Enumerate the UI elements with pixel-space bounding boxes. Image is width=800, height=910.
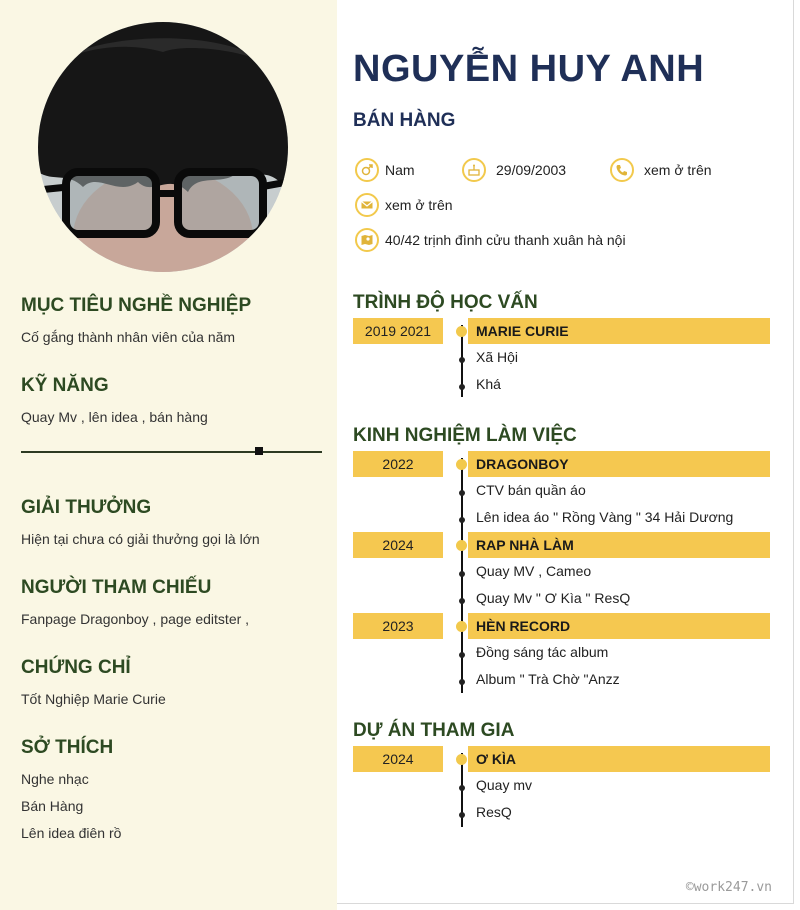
phone-value: xem ở trên [644, 162, 712, 178]
contact-email [355, 193, 453, 217]
gender-value: Nam [385, 162, 415, 178]
contact-gender [355, 158, 415, 182]
references-text: Fanpage Dragonboy , page editster , [21, 611, 250, 627]
experience-detail: Album " Trà Chờ "Anzz [476, 671, 620, 687]
timeline-dot [456, 459, 467, 470]
project-name: Ơ KÌA [468, 746, 770, 772]
skills-title: KỸ NĂNG [21, 375, 109, 396]
left-sidebar [0, 0, 337, 910]
timeline-subdot [459, 571, 465, 577]
candidate-name: NGUYỄN HUY ANH [353, 48, 705, 90]
watermark: ©work247.vn [685, 880, 772, 895]
certificates-text: Tốt Nghiệp Marie Curie [21, 691, 166, 707]
objective-text: Cố gắng thành nhân viên của năm [21, 329, 236, 345]
experience-year: 2024 [353, 532, 443, 558]
experience-detail: Đồng sáng tác album [476, 644, 609, 660]
experience-company: DRAGONBOY [468, 451, 770, 477]
experience-detail: Quay Mv " Ơ Kìa " ResQ [476, 590, 631, 606]
birthday-value: 29/09/2003 [496, 162, 567, 178]
hobby-item: Lên idea điên rồ [21, 825, 122, 841]
map-location-icon [355, 228, 379, 252]
education-title: TRÌNH ĐỘ HỌC VẤN [353, 292, 538, 313]
certificates-title: CHỨNG CHỈ [21, 657, 131, 678]
awards-title: GIẢI THƯỞNG [21, 497, 152, 518]
avatar-photo [38, 22, 288, 272]
timeline-subdot [459, 517, 465, 523]
birthday-cake-icon [462, 158, 486, 182]
experience-year: 2022 [353, 451, 443, 477]
timeline-subdot [459, 490, 465, 496]
gender-icon [355, 158, 379, 182]
education-detail: Xã Hội [476, 349, 519, 365]
skill-level-knob [255, 447, 263, 455]
project-detail: ResQ [476, 804, 512, 820]
skills-text: Quay Mv , lên idea , bán hàng [21, 409, 208, 425]
education-school: MARIE CURIE [468, 318, 770, 344]
phone-icon [610, 158, 634, 182]
experience-year: 2023 [353, 613, 443, 639]
hobbies-title: SỞ THÍCH [21, 737, 114, 758]
contact-phone [610, 158, 712, 182]
objective-title: MỤC TIÊU NGHỀ NGHIỆP [21, 295, 252, 316]
timeline-subdot [459, 384, 465, 390]
email-value: xem ở trên [385, 197, 453, 213]
education-detail: Khá [476, 376, 501, 392]
education-year: 2019 2021 [353, 318, 443, 344]
email-icon [355, 193, 379, 217]
timeline-subdot [459, 652, 465, 658]
contact-address [355, 228, 626, 252]
timeline-dot [456, 540, 467, 551]
awards-text: Hiện tại chưa có giải thưởng gọi là lớn [21, 531, 260, 547]
timeline-dot [456, 621, 467, 632]
hobby-item: Nghe nhạc [21, 771, 89, 787]
skill-level-bar [21, 451, 322, 453]
experience-detail: Lên idea áo " Rồng Vàng " 34 Hải Dương [476, 509, 734, 525]
job-title: BÁN HÀNG [353, 110, 456, 131]
contact-birthday [462, 158, 566, 182]
references-title: NGƯỜI THAM CHIẾU [21, 577, 212, 598]
address-value: 40/42 trịnh đình cửu thanh xuân hà nội [385, 232, 626, 248]
timeline-dot [456, 326, 467, 337]
timeline-subdot [459, 785, 465, 791]
experience-detail: Quay MV , Cameo [476, 563, 592, 579]
projects-title: DỰ ÁN THAM GIA [353, 720, 515, 741]
project-year: 2024 [353, 746, 443, 772]
timeline-subdot [459, 679, 465, 685]
experience-detail: CTV bán quần áo [476, 482, 586, 498]
timeline-dot [456, 754, 467, 765]
experience-company: RAP NHÀ LÀM [468, 532, 770, 558]
hobby-item: Bán Hàng [21, 798, 84, 814]
experience-title: KINH NGHIỆM LÀM VIỆC [353, 425, 577, 446]
avatar [38, 22, 288, 272]
project-detail: Quay mv [476, 777, 533, 793]
timeline-subdot [459, 598, 465, 604]
timeline-subdot [459, 812, 465, 818]
experience-company: HÈN RECORD [468, 613, 770, 639]
timeline-subdot [459, 357, 465, 363]
